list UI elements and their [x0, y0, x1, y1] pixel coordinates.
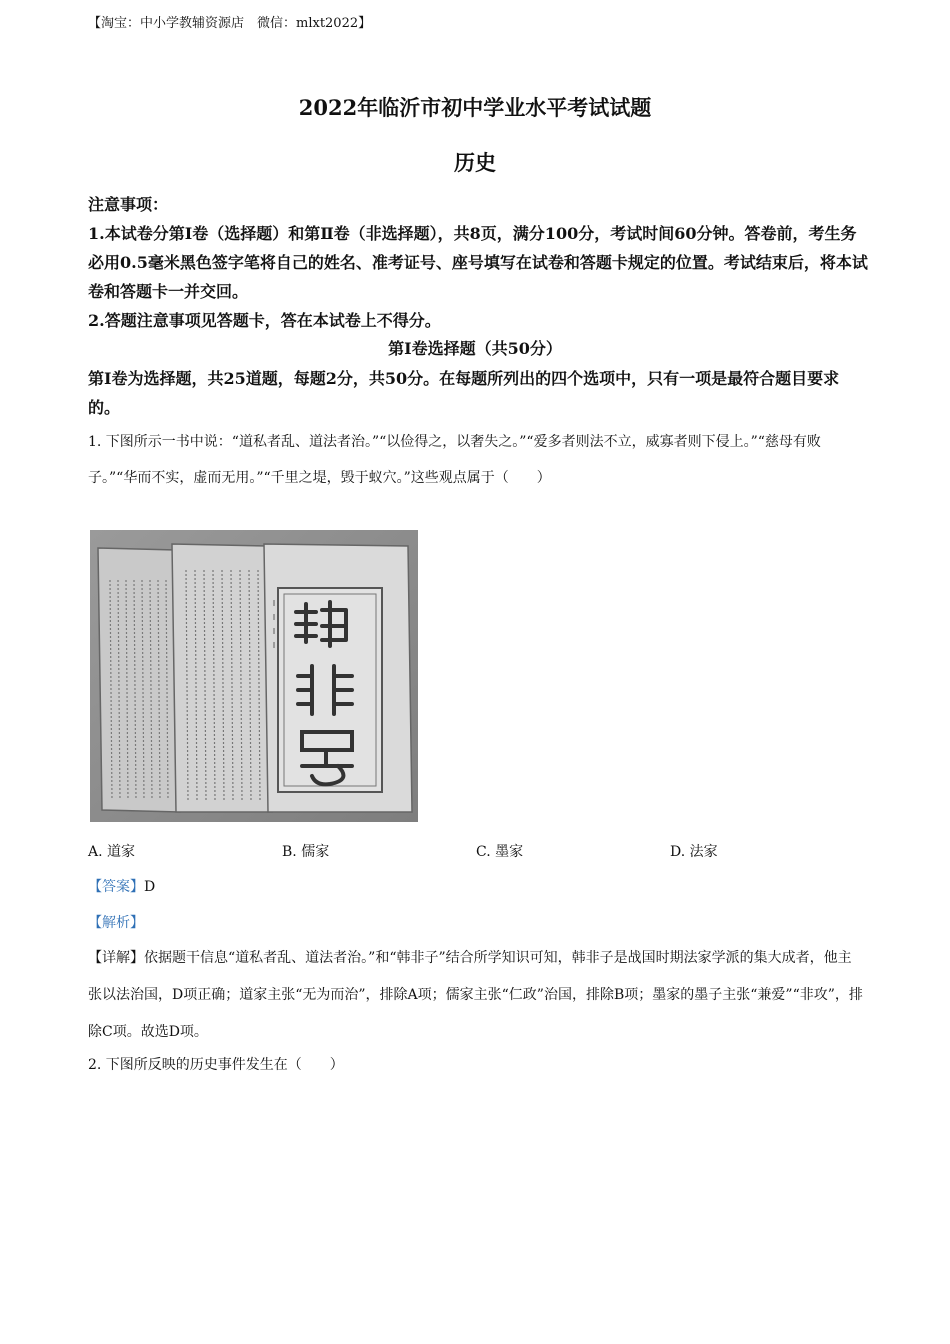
exam-subject: 历史	[454, 150, 496, 175]
notes-item-1: 1.本试卷分第Ⅰ卷（选择题）和第Ⅱ卷（非选择题），共8页，满分100分，考试时间60分钟。答卷前，考生务必用0.5毫米黑色签字笔将自己的姓名、准考证号、座号填写在试卷和答题卡规定的位置。考试结束后，将本试卷和答题卡一并交回。	[88, 224, 868, 301]
book-photo	[90, 530, 418, 822]
exam-title: 2022年临沂市初中学业水平考试试题	[298, 95, 652, 120]
option-a: A. 道家	[88, 844, 136, 860]
option-b: B. 儒家	[282, 844, 330, 860]
detail-explanation: 【详解】依据题干信息“道私者乱、道法者治。”和“韩非子”结合所学知识可知，韩非子是战国时期法家学派的集大成者，他主张以法治国，D项正确；道家主张“无为而治”，排除A项；儒家主张“仁政”治国，排除B项；墨家的墨子主张“兼爱”“非攻”，排除C项。故选D项。	[88, 950, 863, 1040]
section-description: 第Ⅰ卷为选择题，共25道题，每题2分，共50分。在每题所列出的四个选项中，只有一项是最符合题目要求的。	[88, 369, 840, 417]
question-1-stem: 1. 下图所示一书中说：“道私者乱、道法者治。”“以俭得之，以奢失之。”“爱多者则法不立，威寡者则下侵上。”“慈母有败子。”“华而不实，虚而无用。”“千里之堤，毁于蚁穴。”这些观点属于（ ）	[88, 434, 821, 486]
option-c: C. 墨家	[476, 844, 524, 860]
notes-block	[88, 190, 868, 335]
page-header: 【淘宝：中小学教辅资源店 微信：mlxt2022】	[88, 16, 372, 31]
answer-label: 【答案】	[88, 879, 144, 895]
notes-heading: 注意事项：	[88, 195, 169, 214]
section-title: 第Ⅰ卷选择题（共50分）	[388, 339, 562, 358]
notes-item-2: 2.答题注意事项见答题卡，答在本试卷上不得分。	[88, 311, 441, 330]
answer-value: D	[144, 879, 156, 895]
answer-line	[88, 876, 155, 896]
option-d: D. 法家	[670, 844, 718, 860]
analysis-label: 【解析】	[88, 915, 144, 931]
question-2-stem: 2. 下图所反映的历史事件发生在（ ）	[88, 1057, 344, 1073]
